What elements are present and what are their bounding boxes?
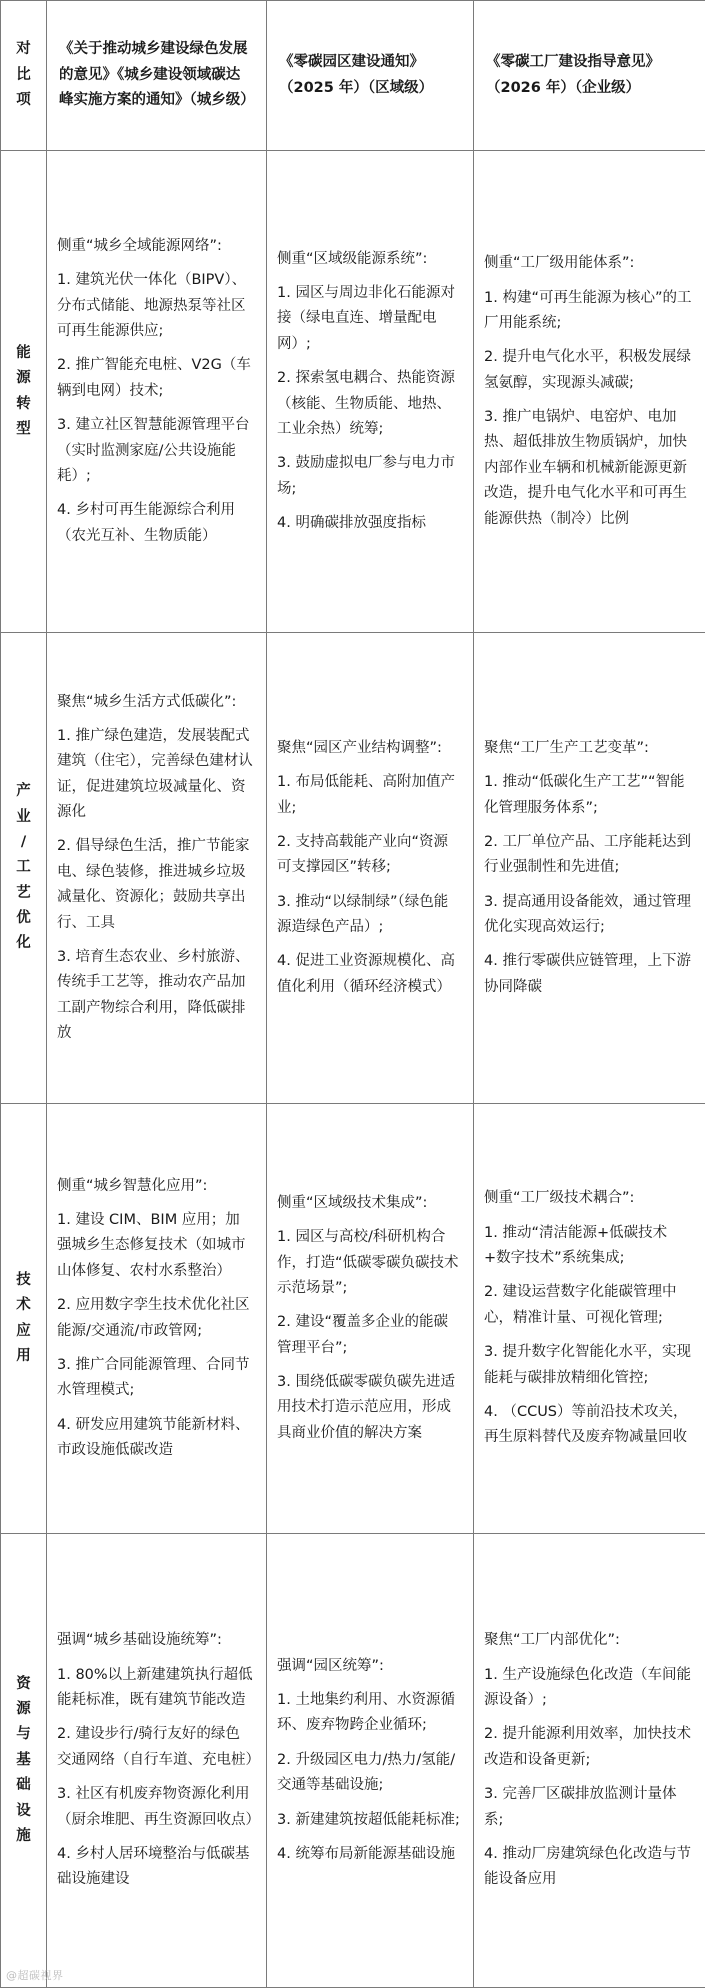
cell-item: 2. 建设运营数字化能碳管理中心，精准计量、可视化管理; xyxy=(484,1280,693,1331)
cell-item: 4. 统筹布局新能源基础设施 xyxy=(277,1842,461,1867)
header-char: 对 xyxy=(5,37,42,62)
cell-item: 2. 倡导绿色生活，推广节能家电、绿色装修，推进城乡垃圾减量化、资源化；鼓励共享出行、工具 xyxy=(57,834,254,936)
row-label-char: 化 xyxy=(5,931,42,956)
cell-item: 2. 提升电气化水平，积极发展绿氢氨醇，实现源头减碳; xyxy=(484,345,693,396)
cell-intro: 侧重“区域级能源系统”: xyxy=(277,247,461,272)
cell-tech-factory xyxy=(474,1104,705,1534)
row-label-char: 与 xyxy=(5,1722,42,1747)
cell-item: 3. 提高通用设备能效，通过管理优化实现高效运行; xyxy=(484,890,693,941)
cell-item: 3. 推广合同能源管理、合同节水管理模式; xyxy=(57,1353,254,1404)
cell-item: 3. 完善厂区碳排放监测计量体系; xyxy=(484,1782,693,1833)
row-label-technology xyxy=(1,1104,47,1534)
row-label-char: / xyxy=(5,830,42,855)
row-resources-infrastructure xyxy=(1,1534,705,1988)
cell-item: 2. 升级园区电力/热力/氢能/交通等基础设施; xyxy=(277,1748,461,1799)
cell-item: 1. 建设 CIM、BIM 应用；加强城乡生态修复技术（如城市山体修复、农村水系整治） xyxy=(57,1208,254,1284)
row-label-char: 施 xyxy=(5,1824,42,1849)
row-label-char: 设 xyxy=(5,1799,42,1824)
cell-item: 3. 围绕低碳零碳负碳先进适用技术打造示范应用，形成具商业价值的解决方案 xyxy=(277,1370,461,1446)
row-energy-transition xyxy=(1,151,705,633)
cell-item: 2. 建设步行/骑行友好的绿色交通网络（自行车道、充电桩） xyxy=(57,1722,254,1773)
header-zero-carbon-factory: 《零碳工厂建设指导意见》（2026 年）（企业级） xyxy=(474,1,705,151)
header-char: 项 xyxy=(5,88,42,113)
row-label-char: 产 xyxy=(5,779,42,804)
header-char: 比 xyxy=(5,63,42,88)
cell-industry-park xyxy=(267,633,474,1104)
cell-item: 2. 推广智能充电桩、V2G（车辆到电网）技术; xyxy=(57,353,254,404)
row-label-char: 源 xyxy=(5,366,42,391)
row-label-char: 资 xyxy=(5,1672,42,1697)
cell-item: 4. 推行零碳供应链管理，上下游协同降碳 xyxy=(484,949,693,1000)
cell-item: 3. 提升数字化智能化水平，实现能耗与碳排放精细化管控; xyxy=(484,1340,693,1391)
row-label-char: 转 xyxy=(5,392,42,417)
cell-item: 1. 园区与高校/科研机构合作，打造“低碳零碳负碳技术示范场景”; xyxy=(277,1225,461,1301)
header-zero-carbon-park: 《零碳园区建设通知》（2025 年）（区域级） xyxy=(267,1,474,151)
cell-item: 3. 新建建筑按超低能耗标准; xyxy=(277,1808,461,1833)
row-label-char: 基 xyxy=(5,1748,42,1773)
row-label-char: 应 xyxy=(5,1319,42,1344)
cell-industry-factory xyxy=(474,633,705,1104)
cell-item: 2. 建设“覆盖多企业的能碳管理平台”; xyxy=(277,1310,461,1361)
cell-item: 2. 应用数字孪生技术优化社区能源/交通流/市政管网; xyxy=(57,1293,254,1344)
cell-item: 3. 社区有机废弃物资源化利用（厨余堆肥、再生资源回收点） xyxy=(57,1782,254,1833)
row-technology xyxy=(1,1104,705,1534)
cell-infra-factory xyxy=(474,1534,705,1988)
row-label-char: 型 xyxy=(5,417,42,442)
cell-item: 4. 推动厂房建筑绿色化改造与节能设备应用 xyxy=(484,1842,693,1893)
cell-intro: 强调“园区统筹”: xyxy=(277,1654,461,1679)
cell-item: 4. 乡村人居环境整治与低碳基础设施建设 xyxy=(57,1842,254,1893)
cell-item: 4. 研发应用建筑节能新材料、市政设施低碳改造 xyxy=(57,1413,254,1464)
cell-item: 3. 鼓励虚拟电厂参与电力市场; xyxy=(277,451,461,502)
cell-energy-park xyxy=(267,151,474,633)
cell-item: 1. 生产设施绿色化改造（车间能源设备）; xyxy=(484,1663,693,1714)
row-label-energy-transition xyxy=(1,151,47,633)
cell-item: 1. 建筑光伏一体化（BIPV）、分布式储能、地源热泵等社区可再生能源供应; xyxy=(57,268,254,344)
cell-item: 4. 乡村可再生能源综合利用（农光互补、生物质能） xyxy=(57,498,254,549)
row-label-char: 源 xyxy=(5,1697,42,1722)
row-label-char: 艺 xyxy=(5,881,42,906)
cell-item: 3. 推动“以绿制绿”（绿色能源造绿色产品）; xyxy=(277,890,461,941)
cell-item: 1. 布局低能耗、高附加值产业; xyxy=(277,770,461,821)
cell-energy-urban xyxy=(47,151,267,633)
cell-item: 2. 探索氢电耦合、热能资源（核能、生物质能、地热、工业余热）统筹; xyxy=(277,366,461,442)
cell-item: 3. 推广电锅炉、电窑炉、电加热、超低排放生物质锅炉，加快内部作业车辆和机械新能源更新改造，提升电气化水平和可再生能源供热（制冷）比例 xyxy=(484,405,693,532)
cell-item: 2. 工厂单位产品、工序能耗达到行业强制性和先进值; xyxy=(484,830,693,881)
row-label-char: 术 xyxy=(5,1293,42,1318)
row-label-char: 优 xyxy=(5,906,42,931)
cell-industry-urban xyxy=(47,633,267,1104)
row-label-industry-process xyxy=(1,633,47,1104)
row-label-char: 技 xyxy=(5,1268,42,1293)
row-label-resources-infrastructure xyxy=(1,1534,47,1988)
cell-intro: 侧重“区域级技术集成”: xyxy=(277,1191,461,1216)
cell-item: 3. 建立社区智慧能源管理平台（实时监测家庭/公共设施能耗）; xyxy=(57,413,254,489)
header-comparison-item xyxy=(1,1,47,151)
cell-item: 1. 构建“可再生能源为核心”的工厂用能系统; xyxy=(484,286,693,337)
cell-item: 1. 推动“低碳化生产工艺”“智能化管理服务体系”; xyxy=(484,770,693,821)
cell-item: 4. 明确碳排放强度指标 xyxy=(277,511,461,536)
watermark: @超碳视界 xyxy=(6,1967,64,1983)
row-industry-process xyxy=(1,633,705,1104)
cell-intro: 侧重“城乡智慧化应用”: xyxy=(57,1174,254,1199)
cell-intro: 侧重“工厂级技术耦合”: xyxy=(484,1186,693,1211)
cell-item: 2. 支持高载能产业向“资源可支撑园区”转移; xyxy=(277,830,461,881)
cell-item: 2. 提升能源利用效率，加快技术改造和设备更新; xyxy=(484,1722,693,1773)
cell-item: 1. 园区与周边非化石能源对接（绿电直连、增量配电网）; xyxy=(277,281,461,357)
cell-energy-factory xyxy=(474,151,705,633)
cell-item: 1. 推广绿色建造，发展装配式建筑（住宅），完善绿色建材认证，促进建筑垃圾减量化、资源化 xyxy=(57,724,254,826)
row-label-char: 用 xyxy=(5,1344,42,1369)
row-label-char: 能 xyxy=(5,341,42,366)
cell-tech-park xyxy=(267,1104,474,1534)
cell-infra-park xyxy=(267,1534,474,1988)
cell-item: 1. 80%以上新建建筑执行超低能耗标准，既有建筑节能改造 xyxy=(57,1663,254,1714)
cell-item: 4. （CCUS）等前沿技术攻关，再生原料替代及废弃物减量回收 xyxy=(484,1400,693,1451)
cell-intro: 聚焦“城乡生活方式低碳化”: xyxy=(57,690,254,715)
row-label-char: 业 xyxy=(5,805,42,830)
cell-intro: 聚焦“工厂生产工艺变革”: xyxy=(484,736,693,761)
row-label-char: 础 xyxy=(5,1773,42,1798)
cell-item: 1. 土地集约利用、水资源循环、废弃物跨企业循环; xyxy=(277,1688,461,1739)
header-urban-rural: 《关于推动城乡建设绿色发展的意见》《城乡建设领域碳达峰实施方案的通知》（城乡级） xyxy=(47,1,267,151)
cell-tech-urban xyxy=(47,1104,267,1534)
cell-intro: 聚焦“工厂内部优化”: xyxy=(484,1628,693,1653)
cell-intro: 侧重“工厂级用能体系”: xyxy=(484,251,693,276)
cell-infra-urban xyxy=(47,1534,267,1988)
cell-intro: 聚焦“园区产业结构调整”: xyxy=(277,736,461,761)
cell-item: 4. 促进工业资源规模化、高值化利用（循环经济模式） xyxy=(277,949,461,1000)
header-row xyxy=(1,1,705,151)
row-label-char: 工 xyxy=(5,855,42,880)
cell-item: 1. 推动“清洁能源+低碳技术+数字技术”系统集成; xyxy=(484,1221,693,1272)
cell-item: 3. 培育生态农业、乡村旅游、传统手工艺等，推动农产品加工副产物综合利用，降低碳排放 xyxy=(57,945,254,1047)
cell-intro: 侧重“城乡全域能源网络”: xyxy=(57,234,254,259)
cell-intro: 强调“城乡基础设施统筹”: xyxy=(57,1628,254,1653)
